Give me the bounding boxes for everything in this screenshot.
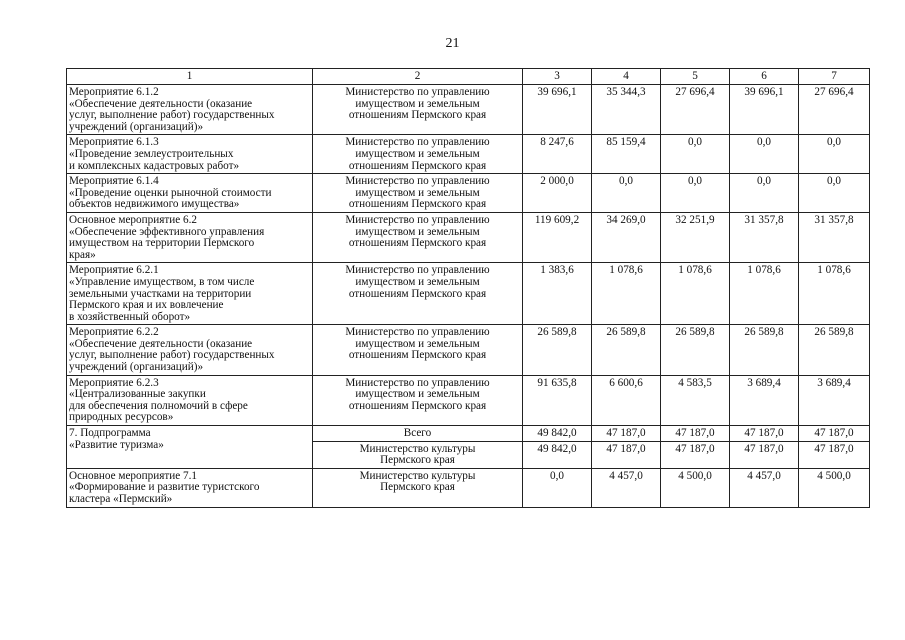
cell-line: отношениям Пермского края bbox=[348, 399, 487, 412]
amount-cell: 47 187,0 bbox=[730, 441, 799, 468]
cell-line: «Формирование и развитие туристского bbox=[69, 481, 260, 494]
cell-line: Министерство по управлению bbox=[345, 175, 490, 188]
amount-cell: 1 078,6 bbox=[799, 263, 870, 325]
amount-cell: 39 696,1 bbox=[523, 85, 592, 135]
cell-line: Министерство по управлению bbox=[345, 136, 490, 149]
amount-cell: 4 457,0 bbox=[730, 468, 799, 507]
amount-cell: 3 689,4 bbox=[799, 375, 870, 425]
cell-line: Мероприятие 6.1.3 bbox=[69, 136, 159, 149]
responsible-executor bbox=[313, 85, 523, 135]
amount-cell: 1 078,6 bbox=[661, 263, 730, 325]
column-header: 5 bbox=[661, 69, 730, 85]
amount-cell: 0,0 bbox=[661, 174, 730, 213]
cell-line: учреждений (организаций)» bbox=[69, 120, 204, 133]
cell-line: услуг, выполнение работ) государственных bbox=[69, 109, 275, 122]
cell-line: отношениям Пермского края bbox=[348, 159, 487, 172]
cell-line: Мероприятие 6.2.1 bbox=[69, 264, 159, 277]
amount-cell: 31 357,8 bbox=[730, 212, 799, 262]
table-row bbox=[67, 263, 870, 325]
amount-cell: 47 187,0 bbox=[730, 426, 799, 442]
subprogram-total-row bbox=[67, 426, 870, 442]
amount-cell: 8 247,6 bbox=[523, 135, 592, 174]
subprogram-name bbox=[67, 426, 313, 469]
responsible-executor bbox=[313, 174, 523, 213]
cell-line: имуществом и земельным bbox=[355, 337, 480, 350]
cell-line: Основное мероприятие 7.1 bbox=[69, 469, 197, 482]
cell-line: имуществом и земельным bbox=[355, 186, 480, 199]
header-row bbox=[67, 69, 870, 85]
cell-line: Мероприятие 6.1.2 bbox=[69, 86, 159, 98]
cell-line: Министерство по управлению bbox=[345, 86, 490, 98]
cell-line: отношениям Пермского края bbox=[348, 109, 487, 122]
cell-line: имуществом и земельным bbox=[355, 388, 480, 401]
activity-name bbox=[67, 85, 313, 135]
responsible-executor bbox=[313, 468, 523, 507]
amount-cell: 0,0 bbox=[661, 135, 730, 174]
cell-line: Министерство по управлению bbox=[345, 326, 490, 339]
amount-cell: 1 078,6 bbox=[730, 263, 799, 325]
cell-line: имуществом и земельным bbox=[355, 225, 480, 238]
column-header: 3 bbox=[523, 69, 592, 85]
cell-line: отношениям Пермского края bbox=[348, 349, 487, 362]
amount-cell: 26 589,8 bbox=[523, 325, 592, 375]
amount-cell: 1 383,6 bbox=[523, 263, 592, 325]
cell-line: и комплексных кадастровых работ» bbox=[69, 159, 240, 172]
amount-cell: 2 000,0 bbox=[523, 174, 592, 213]
budget-table bbox=[66, 68, 870, 508]
amount-cell: 47 187,0 bbox=[799, 441, 870, 468]
table-row bbox=[67, 325, 870, 375]
column-header: 4 bbox=[592, 69, 661, 85]
amount-cell: 3 689,4 bbox=[730, 375, 799, 425]
cell-line: кластера «Пермский» bbox=[69, 493, 173, 505]
amount-cell: 47 187,0 bbox=[799, 426, 870, 442]
amount-cell: 0,0 bbox=[730, 174, 799, 213]
amount-cell: 91 635,8 bbox=[523, 375, 592, 425]
amount-cell: 1 078,6 bbox=[592, 263, 661, 325]
table-row bbox=[67, 212, 870, 262]
amount-cell: 27 696,4 bbox=[799, 85, 870, 135]
amount-cell: 49 842,0 bbox=[523, 441, 592, 468]
cell-line: имуществом и земельным bbox=[355, 275, 480, 288]
column-header: 1 bbox=[67, 69, 313, 85]
cell-line: для обеспечения полномочий в сфере bbox=[69, 399, 248, 412]
cell-line: отношениям Пермского края bbox=[348, 237, 487, 250]
activity-name bbox=[67, 135, 313, 174]
amount-cell: 85 159,4 bbox=[592, 135, 661, 174]
cell-line: Мероприятие 6.2.3 bbox=[69, 376, 159, 389]
table-row bbox=[67, 375, 870, 425]
cell-line: объектов недвижимого имущества» bbox=[69, 198, 240, 211]
amount-cell: 31 357,8 bbox=[799, 212, 870, 262]
cell-line: услуг, выполнение работ) государственных bbox=[69, 349, 275, 362]
amount-cell: 26 589,8 bbox=[799, 325, 870, 375]
amount-cell: 32 251,9 bbox=[661, 212, 730, 262]
cell-line: земельными участками на территории bbox=[69, 287, 252, 300]
amount-cell: 0,0 bbox=[799, 135, 870, 174]
cell-line: Мероприятие 6.1.4 bbox=[69, 175, 159, 188]
amount-cell: 6 600,6 bbox=[592, 375, 661, 425]
cell-line: природных ресурсов» bbox=[69, 411, 174, 424]
column-header: 2 bbox=[313, 69, 523, 85]
amount-cell: 4 500,0 bbox=[661, 468, 730, 507]
amount-cell: 47 187,0 bbox=[592, 441, 661, 468]
cell-line: края» bbox=[69, 248, 96, 261]
amount-cell: 26 589,8 bbox=[730, 325, 799, 375]
amount-cell: 4 583,5 bbox=[661, 375, 730, 425]
activity-name bbox=[67, 212, 313, 262]
amount-cell: 0,0 bbox=[592, 174, 661, 213]
activity-name bbox=[67, 375, 313, 425]
responsible-executor bbox=[313, 263, 523, 325]
cell-line: «Обеспечение эффективного управления bbox=[69, 225, 265, 238]
amount-cell: 27 696,4 bbox=[661, 85, 730, 135]
cell-line: «Развитие туризма» bbox=[69, 438, 164, 451]
cell-line: «Централизованные закупки bbox=[69, 388, 206, 401]
responsible-executor bbox=[313, 325, 523, 375]
cell-line: Пермского края и их вовлечение bbox=[69, 299, 224, 312]
cell-line: в хозяйственный оборот» bbox=[69, 310, 191, 323]
cell-line: «Обеспечение деятельности (оказание bbox=[69, 337, 253, 350]
cell-line: Министерство культуры bbox=[359, 442, 476, 455]
cell-line: Министерство культуры bbox=[359, 469, 476, 482]
amount-cell: 26 589,8 bbox=[661, 325, 730, 375]
total-label: Всего bbox=[313, 426, 523, 442]
cell-line: учреждений (организаций)» bbox=[69, 361, 204, 374]
responsible-executor bbox=[313, 212, 523, 262]
page-number: 21 bbox=[445, 36, 460, 51]
activity-name bbox=[67, 174, 313, 213]
amount-cell: 39 696,1 bbox=[730, 85, 799, 135]
column-header: 7 bbox=[799, 69, 870, 85]
responsible-executor bbox=[313, 135, 523, 174]
cell-line: Пермского края bbox=[380, 454, 455, 467]
cell-line: имуществом и земельным bbox=[355, 97, 480, 110]
amount-cell: 26 589,8 bbox=[592, 325, 661, 375]
responsible-executor bbox=[313, 441, 523, 468]
amount-cell: 47 187,0 bbox=[661, 441, 730, 468]
cell-line: Министерство по управлению bbox=[345, 264, 490, 277]
cell-line: Пермского края bbox=[380, 481, 455, 494]
table-row bbox=[67, 135, 870, 174]
amount-cell: 0,0 bbox=[523, 468, 592, 507]
amount-cell: 47 187,0 bbox=[661, 426, 730, 442]
cell-line: «Проведение оценки рыночной стоимости bbox=[69, 186, 272, 199]
cell-line: «Управление имуществом, в том числе bbox=[69, 275, 255, 288]
cell-line: Мероприятие 6.2.2 bbox=[69, 326, 159, 339]
amount-cell: 49 842,0 bbox=[523, 426, 592, 442]
cell-line: отношениям Пермского края bbox=[348, 198, 487, 211]
cell-line: имуществом на территории Пермского bbox=[69, 237, 255, 250]
cell-line: Основное мероприятие 6.2 bbox=[69, 213, 197, 226]
cell-line: «Обеспечение деятельности (оказание bbox=[69, 97, 253, 110]
table-row bbox=[67, 174, 870, 213]
cell-line: Министерство по управлению bbox=[345, 376, 490, 389]
column-header: 6 bbox=[730, 69, 799, 85]
cell-line: отношениям Пермского края bbox=[348, 287, 487, 300]
cell-line: «Проведение землеустроительных bbox=[69, 147, 234, 160]
amount-cell: 34 269,0 bbox=[592, 212, 661, 262]
amount-cell: 0,0 bbox=[799, 174, 870, 213]
amount-cell: 4 457,0 bbox=[592, 468, 661, 507]
responsible-executor bbox=[313, 375, 523, 425]
amount-cell: 4 500,0 bbox=[799, 468, 870, 507]
cell-line: Министерство по управлению bbox=[345, 213, 490, 226]
amount-cell: 119 609,2 bbox=[523, 212, 592, 262]
activity-name bbox=[67, 468, 313, 507]
activity-name bbox=[67, 263, 313, 325]
table-row bbox=[67, 85, 870, 135]
cell-line: имуществом и земельным bbox=[355, 147, 480, 160]
cell-line: 7. Подпрограмма bbox=[69, 427, 151, 440]
table-row bbox=[67, 468, 870, 507]
amount-cell: 47 187,0 bbox=[592, 426, 661, 442]
amount-cell: 35 344,3 bbox=[592, 85, 661, 135]
activity-name bbox=[67, 325, 313, 375]
amount-cell: 0,0 bbox=[730, 135, 799, 174]
